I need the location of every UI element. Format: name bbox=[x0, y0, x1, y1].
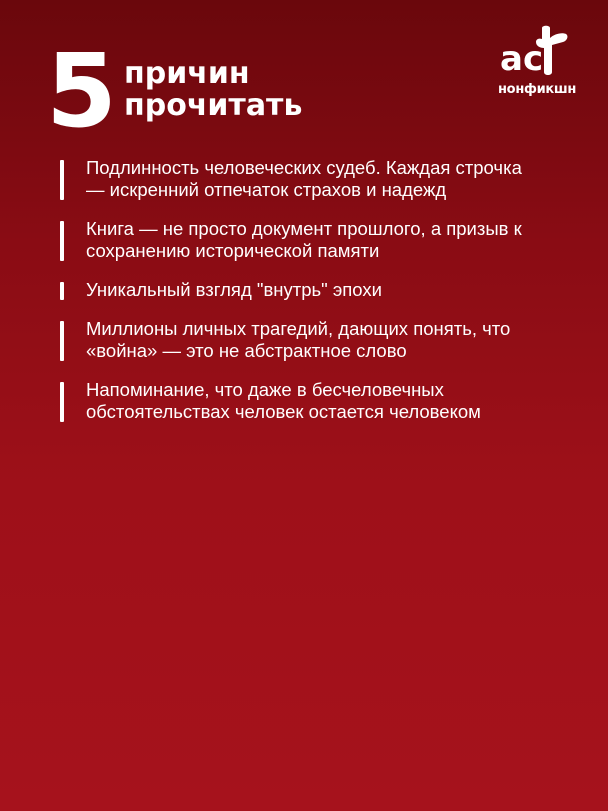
reason-text-line-1: Книга — не просто документ прошлого, а призыв к bbox=[86, 218, 522, 239]
reason-text-line-2: «война» — это не абстрактное слово bbox=[86, 340, 407, 361]
reason-bar bbox=[60, 221, 64, 261]
logo-mark: ac bbox=[500, 39, 544, 79]
reason-text-line-1: Подлинность человеческих судеб. Каждая строчка bbox=[86, 157, 522, 178]
reason-bar bbox=[60, 321, 64, 361]
title-line-2: прочитать bbox=[124, 88, 303, 123]
page-title bbox=[124, 58, 302, 122]
reason-bar bbox=[60, 160, 64, 200]
title-line-1: причин bbox=[124, 56, 250, 91]
reason-item bbox=[60, 157, 580, 201]
reason-text-line-1: Напоминание, что даже в бесчеловечных bbox=[86, 379, 444, 400]
reasons-list bbox=[60, 157, 580, 440]
reason-text-line-2: — искренний отпечаток страхов и надежд bbox=[86, 179, 447, 200]
reason-bar bbox=[60, 282, 64, 300]
reason-item bbox=[60, 318, 580, 362]
header bbox=[46, 32, 466, 151]
reason-item bbox=[60, 218, 580, 262]
reason-text-line-2: обстоятельствах человек остается человеком bbox=[86, 401, 481, 422]
reason-text-line-1: Миллионы личных трагедий, дающих понять, что bbox=[86, 318, 511, 339]
reason-item bbox=[60, 279, 580, 301]
publisher-logo bbox=[498, 24, 582, 102]
reason-text-line-2: сохранению исторической памяти bbox=[86, 240, 380, 261]
reasons-count: 5 bbox=[46, 32, 115, 151]
logo-subtitle: нонфикшн bbox=[498, 82, 577, 97]
reason-bar bbox=[60, 382, 64, 422]
reason-text-line-1: Уникальный взгляд "внутрь" эпохи bbox=[86, 279, 382, 300]
reason-item bbox=[60, 379, 580, 423]
cross-figure-icon bbox=[498, 24, 582, 84]
